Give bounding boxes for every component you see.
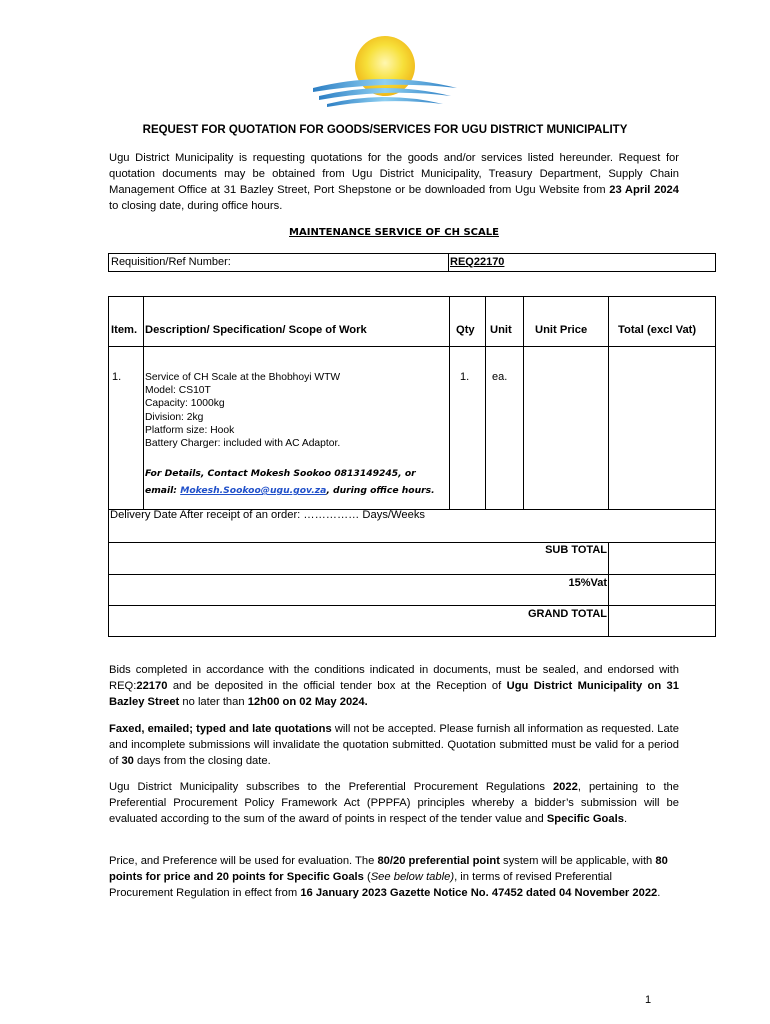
row-qty: 1.: [460, 371, 470, 383]
page-number: 1: [645, 994, 652, 1006]
header-total: Total (excl Vat): [618, 324, 697, 336]
header-unit-price: Unit Price: [535, 324, 588, 336]
vat-label: 15%Vat: [568, 577, 607, 589]
header-qty: Qty: [456, 324, 475, 336]
header-item: Item.: [111, 324, 138, 336]
contact-details: For Details, Contact Mokesh Sookoo 0813149245, or email: Mokesh.Sookoo@ugu.gov.za, during office hours.: [145, 468, 435, 496]
row-item-number: 1.: [112, 371, 122, 383]
bids-paragraph: Bids completed in accordance with the conditions indicated in documents, must be sealed, and endorsed with REQ:22170 and be deposited in the official tender box at the Reception of Ugu District Municipality on 31 Bazley Street no later than 12h00 on 02 May 2024.: [109, 664, 680, 708]
quotation-table: [108, 296, 716, 637]
sub-total-label: SUB TOTAL: [545, 544, 607, 556]
ppr-paragraph: Ugu District Municipality subscribes to the Preferential Procurement Regulations 2022, pertaining to the Preferential Procurement Policy Framework Act (PPPFA) principles whereby a bidder’s submission will be evaluated according to the sum of the award of points in respect of the tender value and Specific Goals.: [109, 781, 680, 825]
price-paragraph: Price, and Preference will be used for evaluation. The 80/20 preferential point system will be applicable, with 80 points for price and 20 points for Specific Goals (See below table), in terms of revised Preferential Procurement Regulation in effect from 16 January 2023 Gazette Notice No. 47452 dated 04 November 2022.: [109, 855, 668, 899]
grand-total-label: GRAND TOTAL: [527, 608, 607, 620]
requisition-label: Requisition/Ref Number:: [111, 256, 231, 268]
header-description: Description/ Specification/ Scope of Work: [145, 324, 367, 336]
municipality-logo-icon: [305, 36, 465, 116]
contact-email-link[interactable]: Mokesh.Sookoo@ugu.gov.za: [180, 485, 327, 496]
requisition-box: [108, 253, 716, 272]
faxed-paragraph: Faxed, emailed; typed and late quotations will not be accepted. Please furnish all information as requested. Late and incomplete submissions will invalidate the quotation submitted. Quotation submitted must be valid for a period of 30 days from the closing date.: [109, 723, 679, 767]
service-subtitle: MAINTENANCE SERVICE OF CH SCALE: [289, 227, 499, 238]
intro-paragraph: Ugu District Municipality is requesting quotations for the goods and/or services listed hereunder. Request for quotation documents may be obtained from Ugu District Municipality, Treasury Department, Supply Chain Management Office at 31 Bazley Street, Port Shepstone or be downloaded from Ugu Website from 23 April 2024 to closing date, during office hours.: [109, 152, 679, 212]
document-title: REQUEST FOR QUOTATION FOR GOODS/SERVICES FOR UGU DISTRICT MUNICIPALITY: [142, 124, 628, 136]
requisition-number: REQ22170: [450, 256, 505, 268]
row-unit: ea.: [492, 371, 508, 383]
header-unit: Unit: [490, 324, 512, 336]
row-description: Service of CH Scale at the Bhobhoyi WTW Model: CS10T Capacity: 1000kg Division: 2kg Platform size: Hook Battery Charger: included with AC Adaptor.: [145, 372, 341, 450]
delivery-date: Delivery Date After receipt of an order: …………… Days/Weeks: [110, 509, 426, 521]
